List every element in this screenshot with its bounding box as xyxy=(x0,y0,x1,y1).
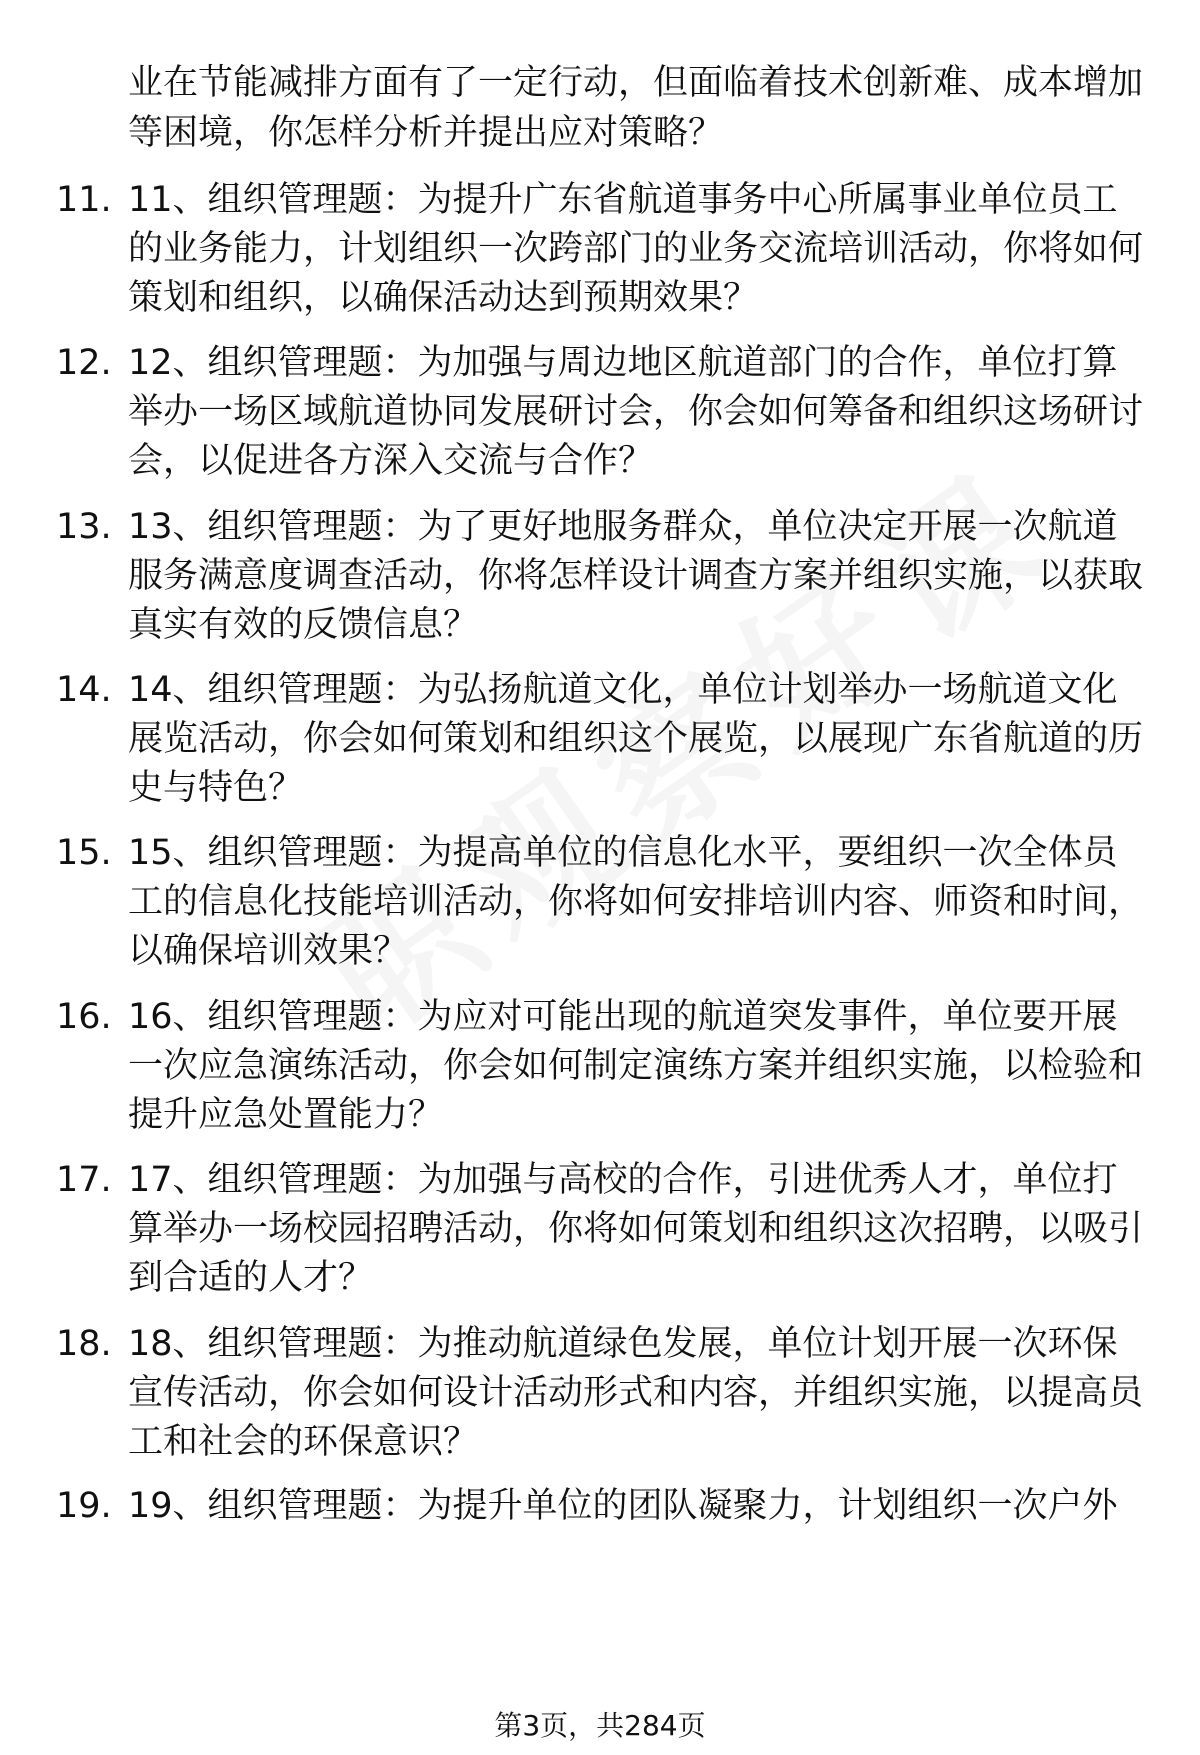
list-item-text: 12、组织管理题：为加强与周边地区航道部门的合作，单位打算举办一场区域航道协同发展研讨会，你会如何筹备和组织这场研讨会，以促进各方深入交流与合作？ xyxy=(128,343,1144,481)
list-item-number: 17. xyxy=(56,1160,112,1200)
list-item-number: 11. xyxy=(56,180,112,220)
list-item-text: 16、组织管理题：为应对可能出现的航道突发事件，单位要开展一次应急演练活动，你会如何制定演练方案并组织实施，以检验和提升应急处置能力？ xyxy=(128,997,1144,1135)
list-item-number: 16. xyxy=(56,997,112,1037)
list-item-text: 14、组织管理题：为弘扬航道文化，单位计划举办一场航道文化展览活动，你会如何策划和组织这个展览，以展现广东省航道的历史与特色？ xyxy=(128,670,1144,808)
list-item-number: 15. xyxy=(56,833,112,873)
list-item-number: 12. xyxy=(56,343,112,383)
list-item-text: 17、组织管理题：为加强与高校的合作，引进优秀人才，单位打算举办一场校园招聘活动，你将如何策划和组织这次招聘，以吸引到合适的人才？ xyxy=(128,1160,1144,1298)
list-item-text: 18、组织管理题：为推动航道绿色发展，单位计划开展一次环保宣传活动，你会如何设计活动形式和内容，并组织实施，以提高员工和社会的环保意识？ xyxy=(128,1324,1144,1462)
list-item-number: 19. xyxy=(56,1486,112,1526)
list-item-number: 13. xyxy=(56,507,112,547)
list-item-text: 15、组织管理题：为提高单位的信息化水平，要组织一次全体员工的信息化技能培训活动，你将如何安排培训内容、师资和时间，以确保培训效果？ xyxy=(128,833,1144,971)
page-footer: 第3页，共284页 xyxy=(494,1709,706,1742)
list-item-number: 14. xyxy=(56,670,112,710)
list-item-text: 19、组织管理题：为提升单位的团队凝聚力，计划组织一次户外 xyxy=(128,1486,1118,1526)
continued-paragraph: 业在节能减排方面有了一定行动，但面临着技术创新难、成本增加等困境，你怎样分析并提出应对策略？ xyxy=(128,63,1144,153)
list-item-number: 18. xyxy=(56,1324,112,1364)
list-item-text: 13、组织管理题：为了更好地服务群众，单位决定开展一次航道服务满意度调查活动，你将怎样设计调查方案并组织实施，以获取真实有效的反馈信息？ xyxy=(128,507,1144,645)
list-item-text: 11、组织管理题：为提升广东省航道事务中心所属事业单位员工的业务能力，计划组织一次跨部门的业务交流培训活动，你将如何策划和组织，以确保活动达到预期效果？ xyxy=(128,180,1144,318)
